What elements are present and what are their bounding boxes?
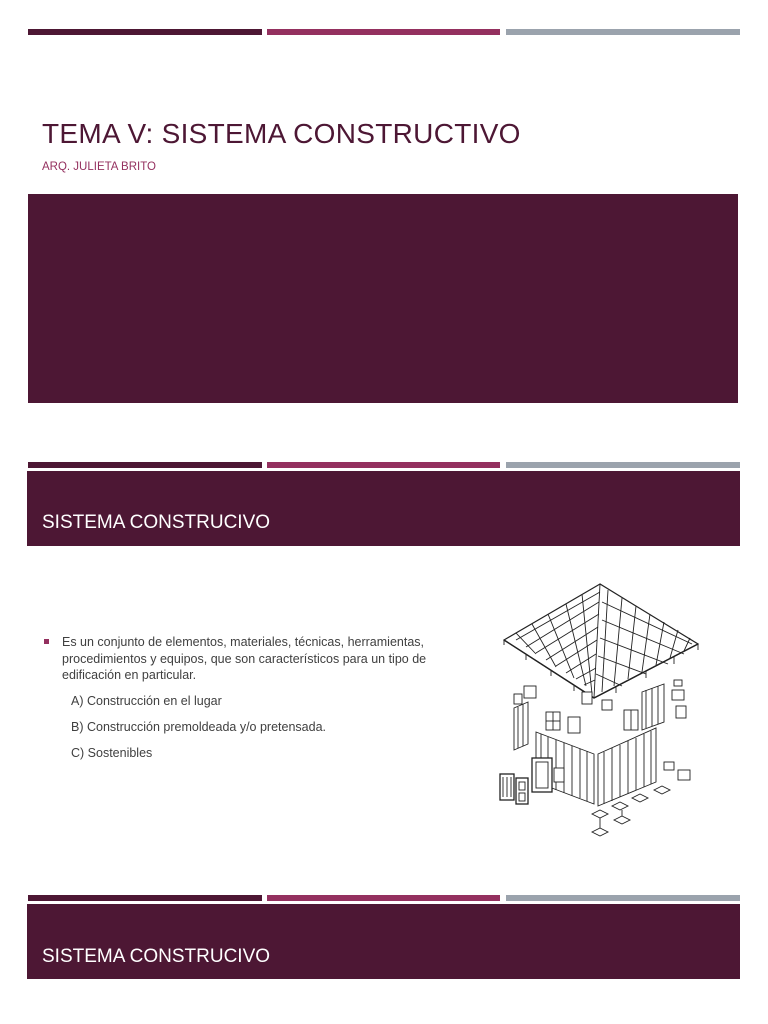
bullet-square-icon [44,639,49,644]
slide2-header [27,471,740,546]
slide-title: TEMA V: SISTEMA CONSTRUCTIVO [42,118,521,149]
accent-bars-slide2 [28,462,740,468]
slide2-header-text: SISTEMA CONSTRUCIVO [42,512,271,533]
slide2-content [42,634,452,761]
slide3-header [27,904,740,979]
accent-bar-magenta [267,895,500,901]
title-color-block [28,194,738,403]
exploded-house-icon [496,582,702,842]
accent-bar-dark [28,29,262,35]
accent-bar-magenta [267,29,500,35]
slide3-header-text: SISTEMA CONSTRUCIVO [42,946,271,967]
list-item: B) Construcción premoldeada y/o pretensada. [71,719,327,734]
accent-bars-slide3 [28,895,740,901]
accent-bar-gray [506,29,740,35]
panels-drawing [500,758,690,804]
bullet-text: Es un conjunto de elementos, materiales, técnicas, herramientas, procedimientos y equipos, que son característicos para un tipo de edificación en particular. [62,635,427,682]
list-item: A) Construcción en el lugar [71,693,222,708]
roof-drawing [504,584,698,698]
accent-bar-magenta [267,462,500,468]
list-item: C) Sostenibles [71,745,153,760]
slide-subtitle: ARQ. JULIETA BRITO [42,161,156,173]
bullet-item [42,634,452,684]
accent-bars-slide1 [28,29,740,35]
accent-bar-gray [506,462,740,468]
accent-bar-dark [28,895,262,901]
accent-bar-dark [28,462,262,468]
accent-bar-gray [506,895,740,901]
